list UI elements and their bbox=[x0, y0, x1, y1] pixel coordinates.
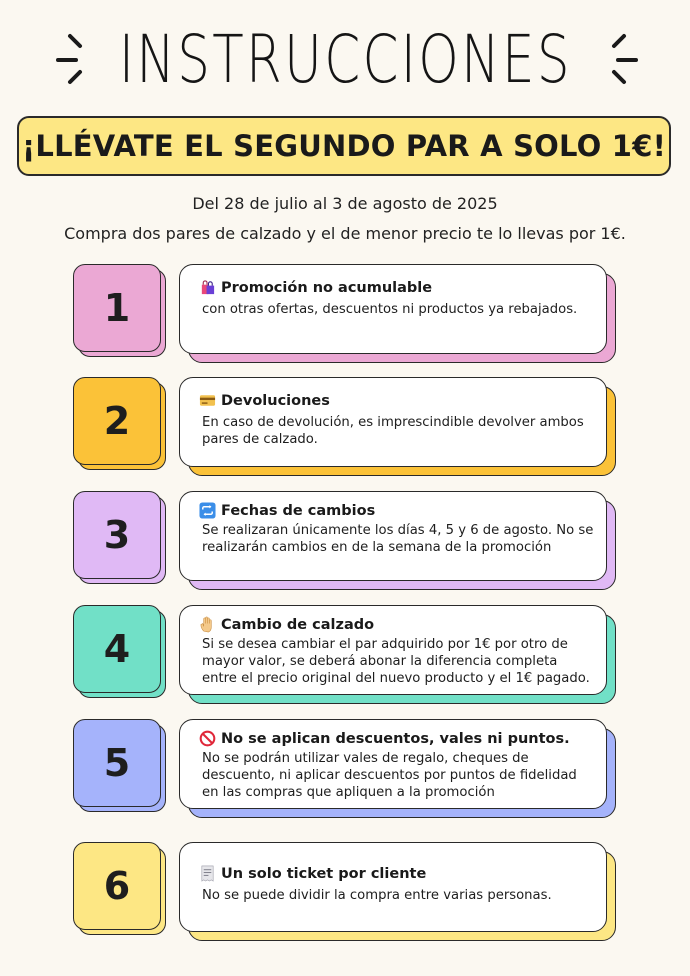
sparkle-right-icon bbox=[598, 30, 638, 86]
step-heading: No se aplican descuentos, vales ni puntos. bbox=[221, 730, 570, 747]
step-heading: Fechas de cambios bbox=[221, 502, 376, 519]
receipt-icon bbox=[199, 865, 216, 882]
step-heading: Devoluciones bbox=[221, 392, 330, 409]
step-number: 5 bbox=[73, 719, 161, 807]
step-heading: Cambio de calzado bbox=[221, 616, 375, 633]
repeat-arrows-icon bbox=[199, 502, 216, 519]
step-heading: Promoción no acumulable bbox=[221, 279, 433, 296]
step-heading: Un solo ticket por cliente bbox=[221, 865, 427, 882]
step-number-box bbox=[73, 842, 161, 930]
page-title: INSTRUCCIONES bbox=[118, 21, 572, 98]
step-number-box bbox=[73, 719, 161, 807]
step-card bbox=[179, 264, 607, 354]
step-text: Se realizaran únicamente los días 4, 5 y 6 de agosto. No se realizarán cambios en de la semana de la promoción bbox=[202, 523, 594, 555]
step-card bbox=[179, 719, 607, 809]
step-text: con otras ofertas, descuentos ni productos ya rebajados. bbox=[202, 302, 578, 317]
step-card bbox=[179, 842, 607, 932]
step-number-box bbox=[73, 377, 161, 465]
step-card bbox=[179, 491, 607, 581]
step-card bbox=[179, 605, 607, 695]
step-card bbox=[179, 377, 607, 467]
step-text: No se podrán utilizar vales de regalo, cheques de descuento, ni aplicar descuentos por puntos de fidelidad en las compras que apliquen a la promoción bbox=[202, 751, 577, 800]
step-number-box bbox=[73, 264, 161, 352]
step-text: En caso de devolución, es imprescindible devolver ambos pares de calzado. bbox=[202, 415, 584, 447]
step-number-box bbox=[73, 491, 161, 579]
step-number: 3 bbox=[73, 491, 161, 579]
prohibited-icon bbox=[199, 730, 216, 747]
promo-description: Compra dos pares de calzado y el de menor precio te lo llevas por 1€. bbox=[64, 224, 626, 243]
promo-dates: Del 28 de julio al 3 de agosto de 2025 bbox=[192, 194, 498, 213]
step-number-box bbox=[73, 605, 161, 693]
hand-icon bbox=[199, 616, 216, 633]
step-number: 1 bbox=[73, 264, 161, 352]
shopping-bags-icon bbox=[199, 279, 216, 296]
credit-card-icon bbox=[199, 392, 216, 409]
promo-banner-text: ¡LLÉVATE EL SEGUNDO PAR A SOLO 1€! bbox=[22, 129, 666, 163]
promo-banner bbox=[17, 116, 671, 176]
step-number: 2 bbox=[73, 377, 161, 465]
step-text: Si se desea cambiar el par adquirido por 1€ por otro de mayor valor, se deberá abonar la diferencia completa entre el precio original del nuevo producto y el 1€ pagado. bbox=[202, 637, 590, 686]
step-number: 6 bbox=[73, 842, 161, 930]
step-number: 4 bbox=[73, 605, 161, 693]
step-text: No se puede dividir la compra entre varias personas. bbox=[202, 888, 552, 903]
page-title-wrap bbox=[0, 14, 690, 106]
